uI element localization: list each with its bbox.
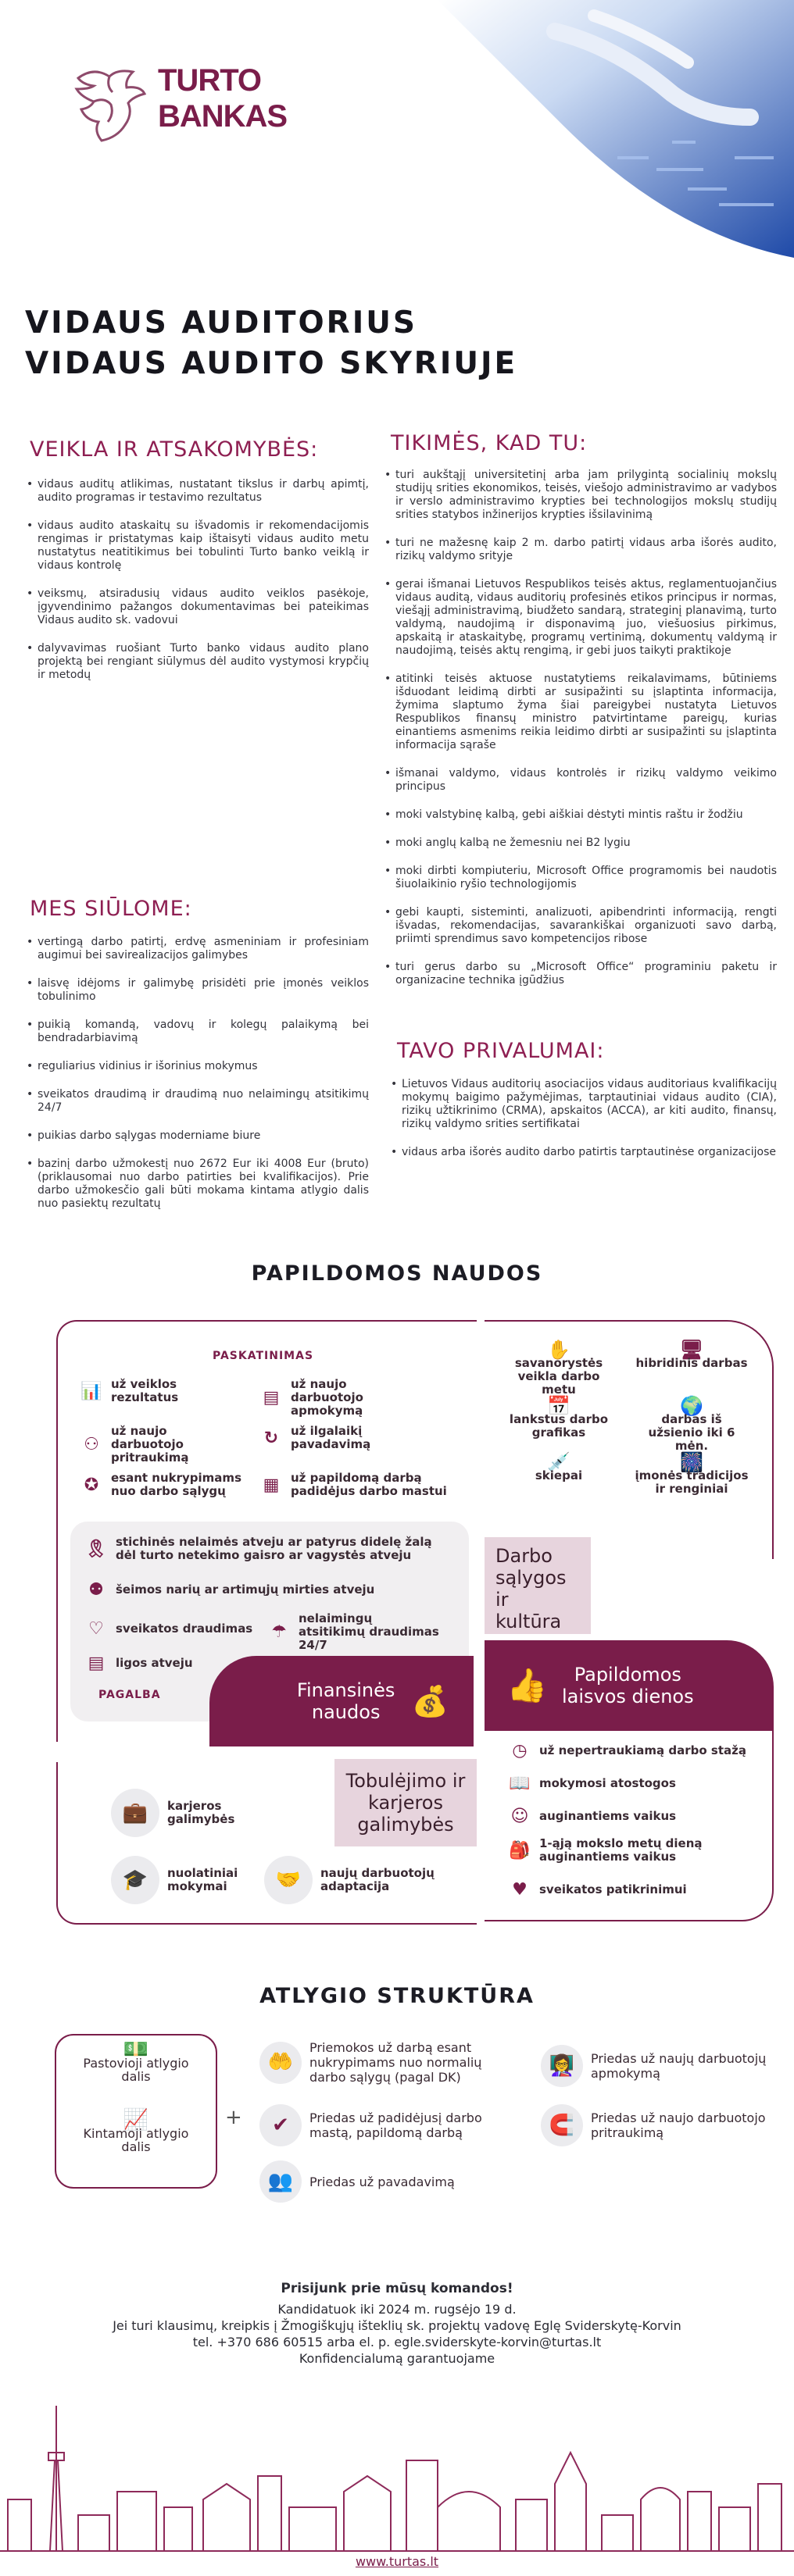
confidentiality-text: Konfidencialumą garantuojame bbox=[299, 2351, 495, 2366]
career-label: Tobulėjimo ir karjeros galimybės bbox=[345, 1770, 466, 1836]
study-icon: 📖 bbox=[509, 1773, 531, 1793]
list-item: • turi ne mažesnę kaip 2 m. darbo patirtį vidaus arba išorės audito, rizikų valdymo srityje bbox=[384, 537, 777, 563]
incentive-item: ▦ už papildomą darbą padidėjus darbo mastui bbox=[259, 1472, 455, 1498]
list-item: • bazinį darbo užmokestį nuo 2672 Eur iki 4008 Eur (bruto) (priklausomai nuo darbo patirties bei kvalifikacijos). Prie darbo užmokesčio gali būti mokama kintama atlygio dalis nuo pasiektų rezultatų bbox=[27, 1158, 369, 1211]
compensation-item: 🧲 Priedas už naujo darbuotojo pritraukimą bbox=[541, 2104, 775, 2146]
support-item: ♡ sveikatos draudimas bbox=[84, 1617, 256, 1640]
leave-item: 🎒 1-ąją mokslo metų dieną auginantiems vaikus bbox=[509, 1836, 703, 1864]
incentive-item: 📊 už veiklos rezultatus bbox=[80, 1377, 179, 1404]
incentive-item: ▤ už naujo darbuotojo apmokymą bbox=[259, 1378, 416, 1418]
medal-icon: ✪ bbox=[84, 1475, 99, 1495]
list-item: • moki valstybinę kalbą, gebi aiškiai dėstyti mintis raštu ir žodžiu bbox=[384, 808, 777, 822]
compensation-item: 👥 Priedas už pavadavimą bbox=[259, 2160, 517, 2203]
growth-chart-icon: 📈 bbox=[123, 2108, 149, 2132]
document-icon: ▦ bbox=[263, 1475, 280, 1495]
expectations-heading: TIKIMĖS, KAD TU: bbox=[391, 431, 588, 455]
list-item: • moki dirbti kompiuteriu, Microsoft Office programomis bei naudotis šiuolaikinio ryšio technologijomis bbox=[384, 865, 777, 891]
leave-label: Papildomos laisvos dienos bbox=[561, 1664, 694, 1707]
cta-text: Prisijunk prie mūsų komandos! bbox=[281, 2281, 513, 2296]
condition-item: 💉 skiepai bbox=[500, 1456, 617, 1482]
offer-list bbox=[27, 936, 369, 1226]
graduation-icon: 🎓 bbox=[111, 1856, 159, 1904]
duties-heading: TAVO PRIVALUMAI: bbox=[397, 1039, 605, 1063]
money-hand-icon: 🤲 bbox=[259, 2042, 302, 2084]
job-title-line2: VIDAUS AUDITO SKYRIUJE bbox=[25, 346, 518, 381]
financial-label: Finansinės naudos bbox=[296, 1679, 395, 1723]
leave-item: ◷ už nepertraukiamą darbo stažą bbox=[508, 1739, 758, 1762]
job-title-line1: VIDAUS AUDITORIUS bbox=[25, 305, 417, 341]
conditions-tile bbox=[485, 1537, 591, 1634]
career-tile bbox=[334, 1759, 477, 1846]
chart-icon: 📊 bbox=[80, 1381, 102, 1401]
fixed-part: 💵 Pastovioji atlygio dalis bbox=[70, 2043, 202, 2083]
ribbon-icon: 🎗 bbox=[85, 1539, 107, 1559]
condition-item: 🌍 darbas iš užsienio iki 6 mėn. bbox=[633, 1400, 750, 1453]
conditions-label: Darbo sąlygos ir kultūra bbox=[495, 1545, 567, 1632]
condition-item: 📅 lankstus darbo grafikas bbox=[500, 1400, 617, 1440]
list-item: • reguliarius vidinius ir išorinius mokymus bbox=[27, 1060, 369, 1073]
list-item: • dalyvavimas ruošiant Turto banko vidaus audito plano projektą bei rengiant siūlymus dėl audito vystymosi krypčių ir metodų bbox=[27, 642, 369, 682]
magnet-icon: 🧲 bbox=[541, 2104, 583, 2146]
offer-heading: MES SIŪLOME: bbox=[30, 897, 192, 921]
list-item: • vidaus audito ataskaitų su išvadomis ir rekomendacijomis rengimas ir pristatymas kaip ištaisyti vidaus audito metu nustatytus neatitikimus bei tobulinti Turto banko veiklą ir vidaus kontrolę bbox=[27, 519, 369, 573]
financial-tile bbox=[209, 1656, 474, 1746]
list-item: • gerai išmanai Lietuvos Respublikos teisės aktus, reglamentuojančius vidaus auditą, vidaus auditorių profesinės etikos principus ir normas, viešąjį administravimą, biudžeto sandarą, strateginį planavimą, turto valdymą, naudojimą ir disponavimą juo, viešuosius pirkimus, apskaitą ir ataskaitybę, programų vertinimą, dokumentų valdymą ir naudojimą, teisės aktų rengimą, ir gebi juos taikyti praktikoje bbox=[384, 578, 777, 658]
list-item: • Lietuvos Vidaus auditorių asociacijos vidaus auditoriaus kvalifikacijų mokymų baigimo pažymėjimas, tarptautiniai vidaus audito (CIA), rizikų užtikrinimo (CRMA), apskaitos (ACCA), ar kiti audito, finansų, rizikų valdymo srities sertifikatai bbox=[391, 1078, 777, 1131]
list-item: • išmanai valdymo, vidaus kontrolės ir rizikų valdymo veikimo principus bbox=[384, 767, 777, 794]
duties-list bbox=[391, 1078, 777, 1174]
incentive-item: ⚇ už naujo darbuotojo pritraukimą bbox=[80, 1425, 228, 1465]
contact-text: Jei turi klausimų, kreipkis į Žmogiškųjų išteklių sk. projektų vadovę Eglę Sviderskytę-Korvin bbox=[113, 2318, 681, 2333]
hero-image bbox=[438, 0, 794, 258]
support-item: ☂ nelaimingų atsitikimų draudimas 24/7 bbox=[267, 1612, 439, 1652]
handshake-icon: 🤝 bbox=[264, 1856, 313, 1904]
incentive-item: ↻ už ilgalaikį pavadavimą bbox=[259, 1425, 416, 1451]
list-item: • turi gerus darbo su „Microsoft Office“ programiniu paketu ir organizacine technika įgūdžius bbox=[384, 961, 777, 987]
list-item: • atitinki teisės aktuose nustatytiems reikalavimams, būtiniems išduodant leidimą dirbti ar susipažinti su įslaptinta informacija, žymima slaptumo žyma šiai pareigybei nustatyta Lietuvos Respublikos finansų ministro patvirtintame pareigų, kurias einantiems asmenims reikia leidimo dirbti ar susipažinti su įslaptinta informacija sąraše bbox=[384, 673, 777, 752]
compensation-item: 🤲 Priemokos už darbą esant nukrypimams nuo normalių darbo sąlygų (pagal DK) bbox=[259, 2040, 517, 2085]
expectations-list bbox=[384, 469, 777, 1002]
people-icon: 👥 bbox=[259, 2160, 302, 2203]
condition-item: 🎆 įmonės tradicijos ir renginiai bbox=[633, 1456, 750, 1496]
hand-icon: ✋ bbox=[547, 1339, 570, 1361]
condition-item: 🖥 hibridinis darbas bbox=[633, 1343, 750, 1370]
list-item: • gebi kaupti, sisteminti, analizuoti, apibendrinti informaciją, rengti išvadas, rekomendacijas, savarankiškai organizuoti savo darbą, priimti sprendimus savo kompetencijos ribose bbox=[384, 906, 777, 946]
leave-tile bbox=[485, 1640, 774, 1731]
family-icon: ⚉ bbox=[88, 1579, 104, 1600]
website-link[interactable]: www.turtas.lt bbox=[355, 2554, 439, 2569]
variable-part: 📈 Kintamoji atlygio dalis bbox=[70, 2114, 202, 2153]
deadline-text: Kandidatuok iki 2024 m. rugsėjo 19 d. bbox=[277, 2302, 517, 2317]
baby-icon: ☺ bbox=[510, 1806, 529, 1826]
contact-details: tel. +370 686 60515 arba el. p. egle.sviderskyte-korvin@turtas.lt bbox=[192, 2335, 602, 2349]
list-item: • laisvę idėjoms ir galimybę prisidėti prie įmonės veiklos tobulinimo bbox=[27, 977, 369, 1004]
presentation-icon: ▤ bbox=[263, 1388, 280, 1408]
condition-item: ✋ savanorystės veikla darbo metu bbox=[500, 1343, 617, 1397]
leave-item: ☺ auginantiems vaikus bbox=[508, 1804, 758, 1828]
brand-name-line2: BANKAS bbox=[158, 99, 288, 134]
briefcase-icon: 💼 bbox=[111, 1789, 159, 1837]
benefits-heading: PAPILDOMOS NAUDOS bbox=[251, 1261, 543, 1286]
support-item: ▤ ligos atveju bbox=[84, 1651, 256, 1675]
conditions-grid bbox=[500, 1339, 766, 1500]
griffin-logo-icon bbox=[70, 62, 148, 148]
brand-name-line1: TURTO bbox=[158, 63, 262, 98]
career-item: 💼 karjeros galimybės bbox=[111, 1789, 283, 1837]
career-item: 🤝 naujų darbuotojų adaptacija bbox=[264, 1856, 452, 1904]
leave-item: 📖 mokymosi atostogos bbox=[508, 1771, 758, 1795]
check-icon: ✔ bbox=[259, 2104, 302, 2146]
globe-icon: 🌍 bbox=[680, 1395, 703, 1417]
calendar-icon: 📅 bbox=[547, 1395, 570, 1417]
incentive-item: ✪ esant nukrypimams nuo darbo sąlygų bbox=[80, 1472, 244, 1498]
list-item: • sveikatos draudimą ir draudimą nuo nelaimingų atsitikimų 24/7 bbox=[27, 1088, 369, 1115]
list-item: • vertingą darbo patirtį, erdvę asmeniniam ir profesiniam augimui bei savirealizacijos galimybes bbox=[27, 936, 369, 962]
compensation-heading: ATLYGIO STRUKTŪRA bbox=[259, 1984, 535, 2008]
list-item: • puikias darbo sąlygas moderniame biure bbox=[27, 1129, 369, 1143]
list-item: • turi aukštąjį universitetinį arba jam prilygintą socialinių mokslų studijų srities ekonomikos, teisės, viešojo administravimo ar vadybos ir verslo administravimo krypties bei technologijos mokslų studijų srities statybos inžinerijos krypties išsilavinimą bbox=[384, 469, 777, 522]
career-item: 🎓 nuolatiniai mokymai bbox=[111, 1856, 267, 1904]
incentives-label: PASKATINIMAS bbox=[213, 1350, 314, 1362]
clock-icon: ◷ bbox=[512, 1740, 528, 1761]
heart-shield-icon: ♡ bbox=[88, 1618, 104, 1639]
leave-item: ♥ sveikatos patikrinimui bbox=[508, 1878, 758, 1901]
compensation-item: ✔ Priedas už padidėjusį darbo mastą, papildomą darbą bbox=[259, 2104, 517, 2146]
fireworks-icon: 🎆 bbox=[680, 1451, 703, 1473]
job-title bbox=[25, 303, 517, 384]
responsibilities-heading: VEIKLA IR ATSAKOMYBĖS: bbox=[30, 437, 319, 462]
list-item: • puikią komandą, vadovų ir kolegų palaikymą bei bendradarbiavimą bbox=[27, 1019, 369, 1045]
compensation-item: 👩‍🏫 Priedas už naujų darbuotojų apmokymą bbox=[541, 2045, 775, 2087]
list-item: • vidaus arba išorės audito darbo patirtis tarptautinėse organizacijose bbox=[391, 1146, 777, 1159]
thumbs-up-icon: 👍 bbox=[506, 1666, 548, 1704]
turto-bankas-logo bbox=[70, 62, 288, 148]
heartbeat-icon: ♥ bbox=[512, 1879, 528, 1900]
support-item: 🎗 stichinės nelaimės atveju ar patyrus didelę žalą dėl turto netekimo gaisro ar vagystės atveju bbox=[85, 1535, 432, 1562]
teacher-icon: 👩‍🏫 bbox=[541, 2045, 583, 2087]
syringe-icon: 💉 bbox=[547, 1451, 570, 1473]
responsibilities-list bbox=[27, 478, 369, 697]
user-plus-icon: ⚇ bbox=[84, 1435, 99, 1454]
support-label: PAGALBA bbox=[98, 1689, 161, 1701]
monitor-icon: 🖥 bbox=[679, 1339, 704, 1361]
vilnius-skyline-illustration bbox=[0, 2406, 794, 2554]
support-item: ⚉ šeimos narių ar artimųjų mirties atveju bbox=[84, 1578, 452, 1601]
list-item: • moki anglų kalbą ne žemesniu nei B2 lygiu bbox=[384, 837, 777, 850]
backpack-icon: 🎒 bbox=[509, 1840, 531, 1861]
list-item: • vidaus auditų atlikimas, nustatant tikslus ir darbų apimtį, audito programas ir testavimo rezultatus bbox=[27, 478, 369, 505]
plus-sign: + bbox=[225, 2106, 242, 2129]
document-icon: ▤ bbox=[88, 1653, 105, 1673]
list-item: • veiksmų, atsiradusių vidaus audito veiklos pasėkoje, įgyvendinimo pažangos dokumentavimas bei pateikimas Vidaus audito sk. vadovui bbox=[27, 587, 369, 627]
umbrella-icon: ☂ bbox=[271, 1622, 287, 1642]
money-hands-icon: 💰 bbox=[411, 1683, 449, 1718]
refresh-icon: ↻ bbox=[263, 1428, 279, 1448]
banknote-icon: 💵 bbox=[123, 2038, 149, 2061]
